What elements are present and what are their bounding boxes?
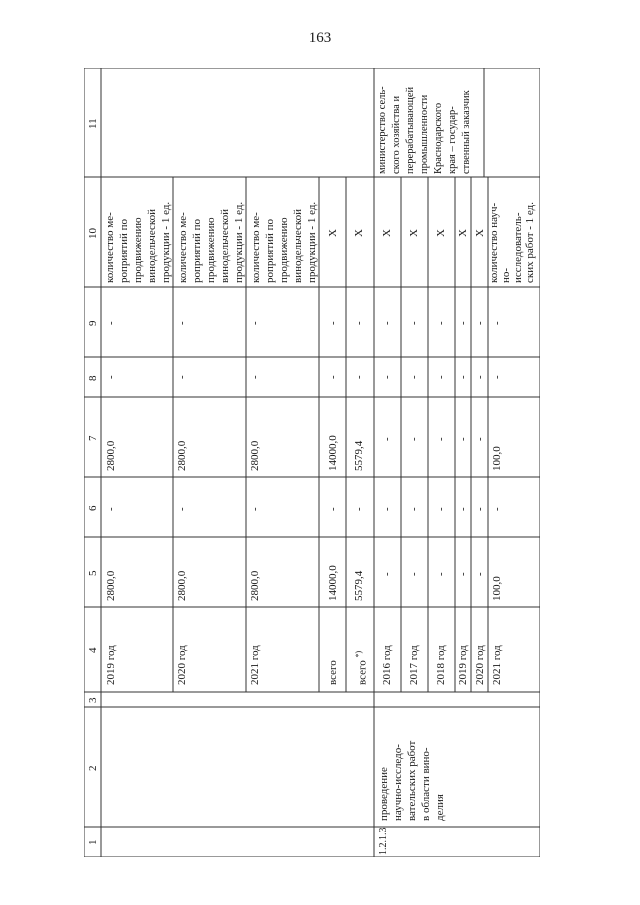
block2-value-cell: - [474, 437, 486, 441]
block1-value-cell: - [249, 375, 261, 379]
block1-value-cell: - [176, 375, 188, 379]
block1-year-cell: 2019 год [105, 645, 117, 685]
page-number: 163 [308, 30, 332, 46]
block2-value-cell: - [381, 437, 393, 441]
block1-total-label: всего [327, 660, 339, 685]
header-col-10: 10 [87, 228, 99, 239]
block2-value-cell: - [408, 375, 420, 379]
header-col-3: 3 [87, 697, 99, 703]
block1-indicator-line: роприятий по [264, 218, 276, 283]
block2-value-cell: - [435, 321, 447, 325]
block2-value-cell: - [408, 507, 420, 511]
header-col-11: 11 [87, 118, 99, 129]
block1-value-cell: - [105, 507, 117, 511]
customer-line: края – государ- [447, 106, 458, 174]
block2-value-cell: X [381, 229, 393, 237]
block2-number: 1.2.1.3 [378, 827, 389, 855]
block1-indicator-line: продвижению [132, 217, 144, 283]
header-col-4: 4 [87, 647, 99, 653]
block2-value-cell: - [408, 437, 420, 441]
block2-value-cell: - [408, 572, 420, 576]
customer-line: ственный заказчик [461, 90, 472, 174]
block1-indicator-line: продукции - 1 ед. [233, 201, 245, 283]
block2-year-cell: 2018 год [435, 645, 447, 685]
block1-year-cell: 2021 год [249, 645, 261, 685]
block2-name-line: делия [434, 794, 446, 821]
block1-indicator-line: винодельческой [146, 208, 158, 283]
block2-value-cell: - [491, 507, 503, 511]
block2-name-line: в области вино- [420, 747, 432, 821]
block2-value-cell: - [457, 572, 469, 576]
customer-line: Краснодарского [433, 102, 444, 174]
block1-total-cell: - [327, 321, 339, 325]
block1-total-cell: 5579,4 [353, 570, 365, 601]
block2-value-cell: - [435, 507, 447, 511]
block2-value-cell: - [408, 321, 420, 325]
block2-value-cell: X [457, 229, 469, 237]
block2-value-cell: - [435, 437, 447, 441]
block1-indicator-line: количество ме- [250, 212, 262, 283]
customer-line: перерабатывающей [405, 86, 416, 174]
block1-total-cell: - [327, 375, 339, 379]
block2-value-cell: - [474, 375, 486, 379]
block1-total-cell: - [353, 507, 365, 511]
block1-indicator-line: продвижению [205, 217, 217, 283]
block1-value-cell: - [249, 321, 261, 325]
block1-total-cell: - [327, 507, 339, 511]
header-col-9: 9 [87, 320, 99, 326]
block2-year-cell: 2019 год [457, 645, 469, 685]
header-col-6: 6 [87, 505, 99, 511]
block2-name-line: вательских работ [406, 740, 418, 821]
block1-total-cell: 14000,0 [327, 435, 339, 471]
header-col-8: 8 [87, 375, 99, 381]
block1-value-cell: - [176, 507, 188, 511]
block2-value-cell: X [435, 229, 447, 237]
block2-value-cell: X [474, 229, 486, 237]
block2-year-cell: 2017 год [408, 645, 420, 685]
block1-value-cell: 2800,0 [249, 570, 261, 601]
table-grid [84, 68, 540, 857]
block1-value-cell: - [176, 321, 188, 325]
block1-indicator-line: продукции - 1 ед. [160, 201, 172, 283]
block2-indicator-line: но- [500, 267, 512, 283]
block1-year-cell: 2020 год [176, 645, 188, 685]
block1-total-cell: - [353, 321, 365, 325]
block1-indicator-line: количество ме- [177, 212, 189, 283]
block1-indicator-line: продвижению [278, 217, 290, 283]
block1-indicator-line: продукции - 1 ед. [306, 201, 318, 283]
block2-value-cell: - [474, 321, 486, 325]
block2-value-cell: - [491, 375, 503, 379]
block2-value-cell: - [457, 507, 469, 511]
block2-name-line: проведение [378, 767, 390, 821]
block2-value-cell: - [491, 321, 503, 325]
block2-value-cell: 100,0 [491, 576, 503, 601]
block2-value-cell: - [381, 321, 393, 325]
table-body [84, 68, 540, 857]
block1-indicator-line: роприятий по [191, 218, 203, 283]
header-col-7: 7 [87, 435, 99, 441]
block2-value-cell: - [381, 507, 393, 511]
header-col-2: 2 [87, 765, 99, 771]
customer-line: ского хозяйства и [391, 95, 402, 174]
block1-total-cell: - [353, 375, 365, 379]
block1-value-cell: - [105, 321, 117, 325]
block1-value-cell: 2800,0 [105, 570, 117, 601]
block2-name-line: научно-исследо- [392, 744, 404, 821]
block2-value-cell: 100,0 [491, 446, 503, 471]
block2-value-cell: X [408, 229, 420, 237]
block2-value-cell: - [474, 572, 486, 576]
block2-year-cell: 2016 год [381, 645, 393, 685]
block2-year-cell: 2021 год [491, 645, 503, 685]
block2-indicator-line: количество науч- [488, 202, 500, 283]
block2-indicator-line: исследователь- [512, 212, 524, 283]
block2-value-cell: - [457, 375, 469, 379]
customer-line: промышленности [419, 94, 430, 174]
block1-indicator-line: количество ме- [104, 212, 116, 283]
block1-total-label [353, 651, 369, 685]
block1-value-cell: - [105, 375, 117, 379]
block1-value-cell: - [249, 507, 261, 511]
block1-total-cell: X [327, 229, 339, 237]
total-label-text: всего [356, 660, 369, 685]
customer-line: министерство сель- [377, 86, 388, 174]
block1-value-cell: 2800,0 [105, 440, 117, 471]
footnote-mark: *) [354, 650, 363, 658]
block2-year-cell: 2020 год [474, 645, 486, 685]
block2-value-cell: - [381, 572, 393, 576]
block1-indicator-line: винодельческой [219, 208, 231, 283]
block2-value-cell: - [435, 375, 447, 379]
block1-value-cell: 2800,0 [176, 440, 188, 471]
block2-value-cell: - [457, 437, 469, 441]
block1-value-cell: 2800,0 [249, 440, 261, 471]
block1-total-cell: X [353, 229, 365, 237]
block1-indicator-line: роприятий по [118, 218, 130, 283]
block2-value-cell: - [381, 375, 393, 379]
block1-total-cell: 14000,0 [327, 565, 339, 601]
header-col-5: 5 [87, 570, 99, 576]
block2-value-cell: - [435, 572, 447, 576]
block2-indicator-line: ских работ - 1 ед. [524, 201, 536, 283]
header-col-1: 1 [87, 839, 99, 845]
rotated-table [84, 68, 540, 857]
block1-indicator-line: винодельческой [292, 208, 304, 283]
block1-value-cell: 2800,0 [176, 570, 188, 601]
block1-total-cell: 5579,4 [353, 440, 365, 471]
block2-value-cell: - [457, 321, 469, 325]
block2-value-cell: - [474, 507, 486, 511]
